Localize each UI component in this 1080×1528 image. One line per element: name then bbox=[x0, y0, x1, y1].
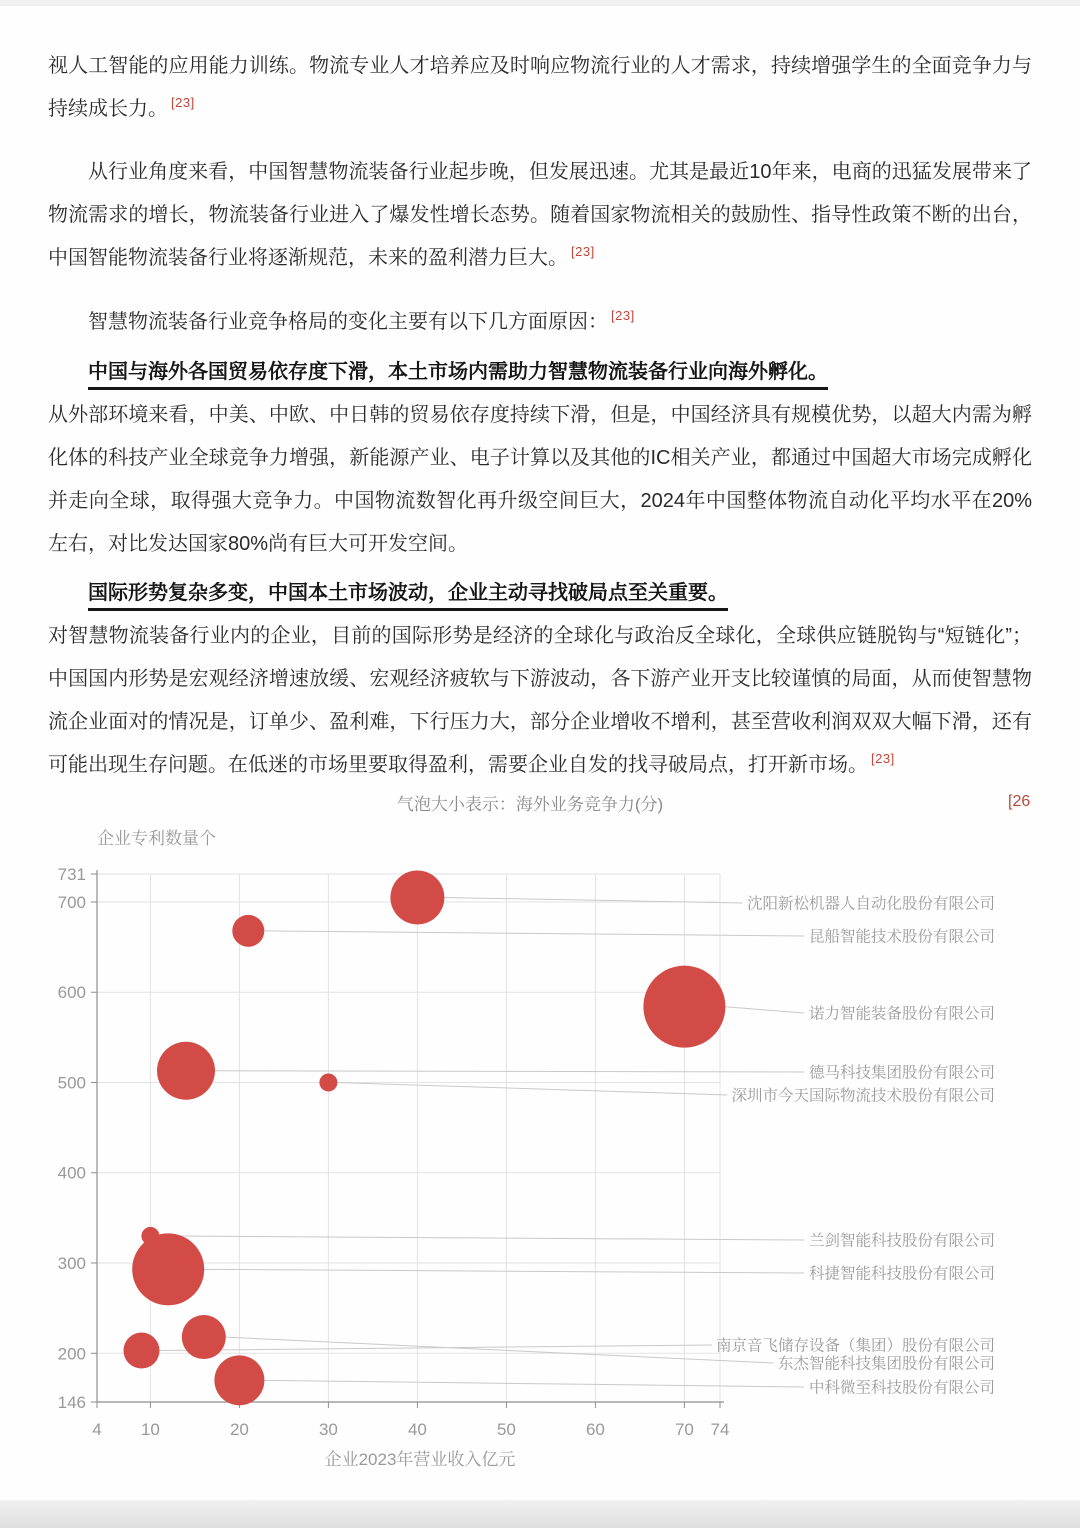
article-body bbox=[48, 0, 1032, 787]
section-heading bbox=[48, 572, 1032, 615]
leader-line-5 bbox=[157, 1236, 804, 1240]
leader-line-9 bbox=[262, 1380, 804, 1387]
bubble-chart-figure bbox=[0, 790, 1080, 1490]
bubble-1 bbox=[232, 915, 264, 947]
bubble-8 bbox=[182, 1315, 226, 1359]
paragraph-text: 视人工智能的应用能力训练。物流专业人才培养应及时响应物流行业的人才需求，持续增强学生的全面竞争力与持续成长力。 bbox=[48, 55, 1032, 120]
leader-line-2 bbox=[723, 1007, 804, 1013]
x-tick-label: 70 bbox=[674, 1420, 694, 1439]
paragraph-text: 对智慧物流装备行业内的企业，目前的国际形势是经济的全球化与政治反全球化，全球供应链脱钩与“短链化”；中国国内形势是宏观经济增速放缓、宏观经济疲软与下游波动，各下游产业开支比较谨慎的局面，从而使智慧物流企业面对的情况是，订单少、盈利难，下行压力大，部分企业增收不增利，甚至营收利润双双大幅下滑，还有可能出现生存问题。在低迷的市场里要取得盈利，需要企业自发的找寻破局点，打开新市场。 bbox=[48, 625, 1032, 776]
x-tick-label: 40 bbox=[407, 1420, 427, 1439]
x-tick-label: 4 bbox=[92, 1420, 102, 1439]
leader-line-1 bbox=[262, 931, 804, 936]
x-tick-label: 60 bbox=[585, 1420, 605, 1439]
paragraph bbox=[48, 45, 1032, 131]
leader-line-4 bbox=[335, 1082, 727, 1095]
x-tick-label: 50 bbox=[496, 1420, 516, 1439]
paragraph bbox=[48, 394, 1032, 566]
section-heading bbox=[48, 351, 1032, 394]
y-tick-label: 146 bbox=[57, 1393, 86, 1412]
section-heading-text: 中国与海外各国贸易依存度下滑，本土市场内需助力智慧物流装备行业向海外孵化。 bbox=[88, 361, 828, 383]
x-tick-label: 74 bbox=[710, 1420, 730, 1439]
page-bottom-edge bbox=[0, 1500, 1080, 1528]
company-label-0: 沈阳新松机器人自动化股份有限公司 bbox=[746, 895, 995, 913]
company-label-3: 德马科技集团股份有限公司 bbox=[808, 1064, 995, 1082]
y-tick-label: 700 bbox=[57, 892, 86, 912]
x-tick-label: 10 bbox=[140, 1420, 160, 1439]
leader-line-8 bbox=[224, 1337, 774, 1363]
x-tick-label: 30 bbox=[318, 1420, 338, 1439]
company-label-2: 诺力智能装备股份有限公司 bbox=[808, 1005, 995, 1023]
paragraph-text: 从外部环境来看，中美、中欧、中日韩的贸易依存度持续下滑，但是，中国经济具有规模优势，以超大内需为孵化体的科技产业全球竞争力增强，新能源产业、电子计算以及其他的IC相关产业，都通过中国超大市场完成孵化并走向全球，取得强大竞争力。中国物流数智化再升级空间巨大，2024年中国整体物流自动化平均水平在20%左右，对比发达国家80%尚有巨大可开发空间。 bbox=[48, 404, 1032, 555]
citation-ref[interactable]: [23] bbox=[611, 308, 635, 324]
chart-title: 气泡大小表示：海外业务竞争力(分) bbox=[396, 795, 664, 814]
company-label-6: 科捷智能科技股份有限公司 bbox=[808, 1265, 995, 1283]
bubble-6 bbox=[132, 1233, 204, 1305]
x-axis-name: 企业2023年营业收入亿元 bbox=[324, 1450, 516, 1469]
company-label-5: 兰剑智能科技股份有限公司 bbox=[808, 1232, 995, 1250]
leader-line-7 bbox=[158, 1345, 712, 1351]
bubble-0 bbox=[390, 870, 444, 924]
y-tick-label: 600 bbox=[57, 983, 86, 1003]
company-label-8: 东杰智能科技集团股份有限公司 bbox=[777, 1355, 995, 1373]
y-tick-label: 200 bbox=[57, 1344, 86, 1364]
paragraph-text: 从行业角度来看，中国智慧物流装备行业起步晚，但发展迅速。尤其是最近10年来，电商的迅猛发展带来了物流需求的增长，物流装备行业进入了爆发性增长态势。随着国家物流相关的鼓励性、指导性政策不断的出台，中国智能物流装备行业将逐渐规范，未来的盈利潜力巨大。 bbox=[48, 161, 1032, 269]
bubble-2 bbox=[643, 966, 725, 1048]
paragraph bbox=[48, 151, 1032, 280]
paragraph-text: 智慧物流装备行业竞争格局的变化主要有以下几方面原因： bbox=[88, 311, 608, 333]
patents-revenue-bubble-chart bbox=[0, 790, 1080, 1490]
company-label-9: 中科微至科技股份有限公司 bbox=[808, 1379, 995, 1397]
paragraph bbox=[48, 301, 1032, 344]
y-tick-label: 300 bbox=[57, 1254, 86, 1274]
company-label-4: 深圳市今天国际物流技术股份有限公司 bbox=[731, 1087, 995, 1105]
y-axis-name: 企业专利数量个 bbox=[97, 829, 216, 848]
bubble-9 bbox=[214, 1355, 264, 1405]
x-tick-label: 20 bbox=[229, 1420, 249, 1439]
bubble-3 bbox=[157, 1042, 215, 1100]
y-tick-label: 731 bbox=[57, 865, 86, 884]
leader-line-3 bbox=[213, 1071, 804, 1072]
citation-ref[interactable]: [23] bbox=[571, 244, 595, 260]
y-tick-label: 400 bbox=[57, 1163, 86, 1183]
chart-citation-ref[interactable]: [26 bbox=[1008, 793, 1031, 810]
bubble-4 bbox=[319, 1073, 337, 1091]
company-label-7: 南京音飞储存设备（集团）股份有限公司 bbox=[715, 1337, 995, 1355]
citation-ref[interactable]: [23] bbox=[871, 751, 895, 767]
y-tick-label: 500 bbox=[57, 1073, 86, 1093]
company-label-1: 昆船智能技术股份有限公司 bbox=[808, 928, 995, 946]
section-heading-text: 国际形势复杂多变，中国本土市场波动，企业主动寻找破局点至关重要。 bbox=[88, 582, 728, 604]
bubble-7 bbox=[124, 1333, 160, 1369]
paragraph bbox=[48, 615, 1032, 787]
leader-line-6 bbox=[202, 1269, 804, 1273]
citation-ref[interactable]: [23] bbox=[171, 95, 195, 111]
